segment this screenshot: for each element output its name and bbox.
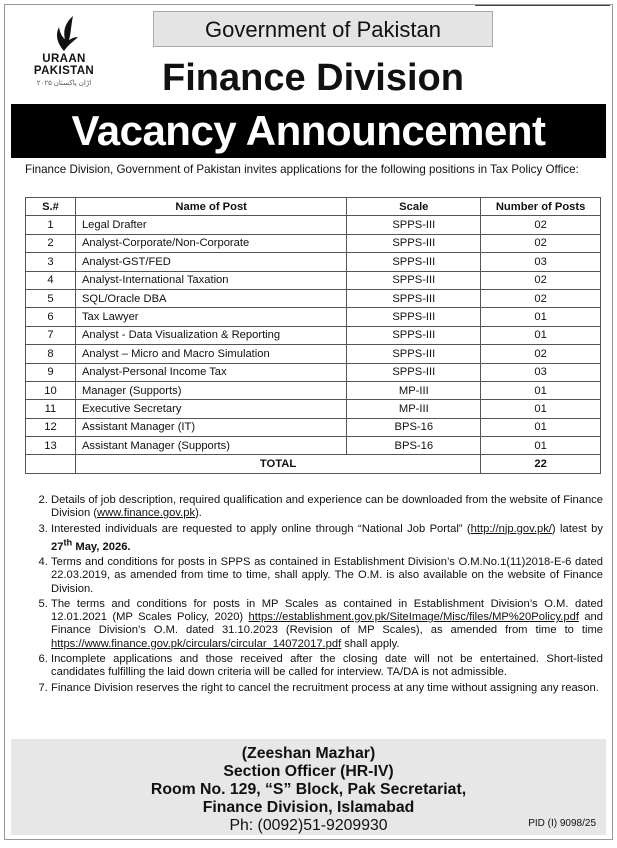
note-5 <box>51 598 603 651</box>
cell-posts: 01 <box>481 326 601 344</box>
notes-list <box>23 494 603 697</box>
cell-posts: 01 <box>481 308 601 326</box>
cell-post: SQL/Oracle DBA <box>75 289 346 307</box>
table-row <box>26 418 601 436</box>
cell-post: Analyst-Corporate/Non-Corporate <box>75 234 346 252</box>
note-2 <box>51 494 603 521</box>
col-header-post: Name of Post <box>75 198 346 216</box>
cell-scale: BPS-16 <box>347 418 481 436</box>
cell-scale: SPPS-III <box>347 253 481 271</box>
table-row <box>26 234 601 252</box>
cell-posts: 03 <box>481 253 601 271</box>
cell-scale: SPPS-III <box>347 308 481 326</box>
col-header-sn: S.# <box>26 198 76 216</box>
cell-post: Analyst - Data Visualization & Reporting <box>75 326 346 344</box>
cell-posts: 02 <box>481 345 601 363</box>
cell-sn: 3 <box>26 253 76 271</box>
closing-date-day: 27 <box>51 540 64 553</box>
logo-line-1: URAAN <box>42 53 86 65</box>
table-row <box>26 216 601 234</box>
total-blank-cell <box>26 455 76 473</box>
office-phone: Ph: (0092)51-9209930 <box>229 817 388 834</box>
cell-posts: 01 <box>481 437 601 455</box>
cell-post: Assistant Manager (Supports) <box>75 437 346 455</box>
cell-post: Manager (Supports) <box>75 381 346 399</box>
total-value: 22 <box>481 455 601 473</box>
note-4: 4. Terms and conditions for posts in SPPS as contained in Establishment Division’s O.M.No.1(11)2018-E-6 dated 22.03.2019, as amended from time to time, shall apply. The O.M. is also available on the website of Finance Division. <box>51 556 603 596</box>
mp-revision-circular-link[interactable]: https://www.finance.gov.pk/circulars/circular_14072017.pdf <box>51 637 342 650</box>
cell-sn: 4 <box>26 271 76 289</box>
office-address-line-1: Room No. 129, “S” Block, Pak Secretariat, <box>150 781 467 798</box>
table-total-row <box>26 455 601 473</box>
cell-scale: SPPS-III <box>347 271 481 289</box>
note-3 <box>51 523 603 554</box>
cell-scale: MP-III <box>347 400 481 418</box>
table-row <box>26 308 601 326</box>
total-label: TOTAL <box>75 455 480 473</box>
cell-post: Executive Secretary <box>75 400 346 418</box>
note-3-text: Interested individuals are requested to apply online through “National Job Portal” ( <box>51 522 471 535</box>
cell-scale: SPPS-III <box>347 363 481 381</box>
table-row <box>26 437 601 455</box>
cell-sn: 5 <box>26 289 76 307</box>
cell-posts: 02 <box>481 216 601 234</box>
vacancy-banner: Vacancy Announcement <box>11 104 606 158</box>
division-heading: Finance Division <box>162 57 464 99</box>
intro-paragraph: Finance Division, Government of Pakistan invites applications for the following positions in Tax Policy Office: <box>25 163 579 176</box>
njp-portal-link[interactable]: http://njp.gov.pk/ <box>470 522 552 535</box>
cell-post: Legal Drafter <box>75 216 346 234</box>
uraan-pakistan-logo <box>19 13 109 101</box>
pid-number: PID (I) 9098/25 <box>528 818 596 829</box>
cell-sn: 10 <box>26 381 76 399</box>
cell-scale: MP-III <box>347 381 481 399</box>
office-address-line-2: Finance Division, Islamabad <box>202 799 415 816</box>
table-row <box>26 381 601 399</box>
cell-scale: SPPS-III <box>347 216 481 234</box>
cell-sn: 8 <box>26 345 76 363</box>
cell-posts: 03 <box>481 363 601 381</box>
cell-sn: 7 <box>26 326 76 344</box>
cell-post: Tax Lawyer <box>75 308 346 326</box>
government-heading: Government of Pakistan <box>153 11 493 47</box>
cell-sn: 1 <box>26 216 76 234</box>
cell-sn: 2 <box>26 234 76 252</box>
finance-website-link[interactable]: www.finance.gov.pk <box>97 507 196 520</box>
logo-line-2: PAKISTAN <box>33 65 95 77</box>
vacancy-advertisement <box>4 4 613 840</box>
cell-posts: 01 <box>481 381 601 399</box>
table-row <box>26 289 601 307</box>
cell-post: Assistant Manager (IT) <box>75 418 346 436</box>
closing-date-rest: May, 2026. <box>72 540 131 553</box>
cell-posts: 01 <box>481 418 601 436</box>
cell-sn: 13 <box>26 437 76 455</box>
contact-footer <box>11 739 606 835</box>
cell-post: Analyst-International Taxation <box>75 271 346 289</box>
note-5-text-2: and Finance Division’s O.M. dated 31.10.2023 (Revision of MP Scales), as amended from time to time <box>51 611 603 637</box>
table-row <box>26 363 601 381</box>
cell-scale: BPS-16 <box>347 437 481 455</box>
cell-sn: 12 <box>26 418 76 436</box>
col-header-scale: Scale <box>347 198 481 216</box>
cell-scale: SPPS-III <box>347 345 481 363</box>
note-7: 7. Finance Division reserves the right to cancel the recruitment process at any time without assigning any reason. <box>51 682 603 695</box>
closing-date-suffix: th <box>63 536 73 547</box>
officer-name: (Zeeshan Mazhar) <box>241 745 376 762</box>
table-row <box>26 271 601 289</box>
table-row <box>26 326 601 344</box>
table-row <box>26 345 601 363</box>
logo-tagline: اڑان پاکستان ۲۰۲۵ <box>36 80 92 87</box>
cell-scale: SPPS-III <box>347 234 481 252</box>
cell-sn: 6 <box>26 308 76 326</box>
cell-scale: SPPS-III <box>347 289 481 307</box>
note-5-text-3: shall apply. <box>341 637 400 650</box>
cell-post: Analyst-Personal Income Tax <box>75 363 346 381</box>
table-header-row <box>26 198 601 216</box>
cell-posts: 02 <box>481 234 601 252</box>
header-rule <box>475 5 610 6</box>
officer-designation: Section Officer (HR-IV) <box>223 763 394 780</box>
posts-table <box>25 197 601 474</box>
note-3-mid: ) latest by <box>551 522 603 535</box>
closing-date <box>51 536 131 553</box>
table-row <box>26 400 601 418</box>
note-6: 6. Incomplete applications and those received after the closing date will not be entertained. Short-listed candidates fulfilling the laid down criteria will be called for interview. TA/DA is not admissible. <box>51 653 603 680</box>
cell-posts: 01 <box>481 400 601 418</box>
cell-post: Analyst – Micro and Macro Simulation <box>75 345 346 363</box>
cell-posts: 02 <box>481 271 601 289</box>
note-5-text-1: The terms and conditions for posts in MP Scales as contained in Establishment Division’s O.M. dated 12.01.2021 (MP Scales Policy, 2020) <box>51 597 603 624</box>
note-2-end: ). <box>195 507 202 520</box>
table-row <box>26 253 601 271</box>
cell-posts: 02 <box>481 289 601 307</box>
bird-icon <box>47 13 81 53</box>
note-2-text: Details of job description, required qualification and experience can be downloaded from the website of Finance Division ( <box>51 494 603 520</box>
cell-sn: 11 <box>26 400 76 418</box>
cell-post: Analyst-GST/FED <box>75 253 346 271</box>
col-header-posts: Number of Posts <box>481 198 601 216</box>
mp-policy-link[interactable]: https://establishment.gov.pk/SiteImage/Misc/files/MP%20Policy.pdf <box>248 611 579 624</box>
cell-sn: 9 <box>26 363 76 381</box>
cell-scale: SPPS-III <box>347 326 481 344</box>
